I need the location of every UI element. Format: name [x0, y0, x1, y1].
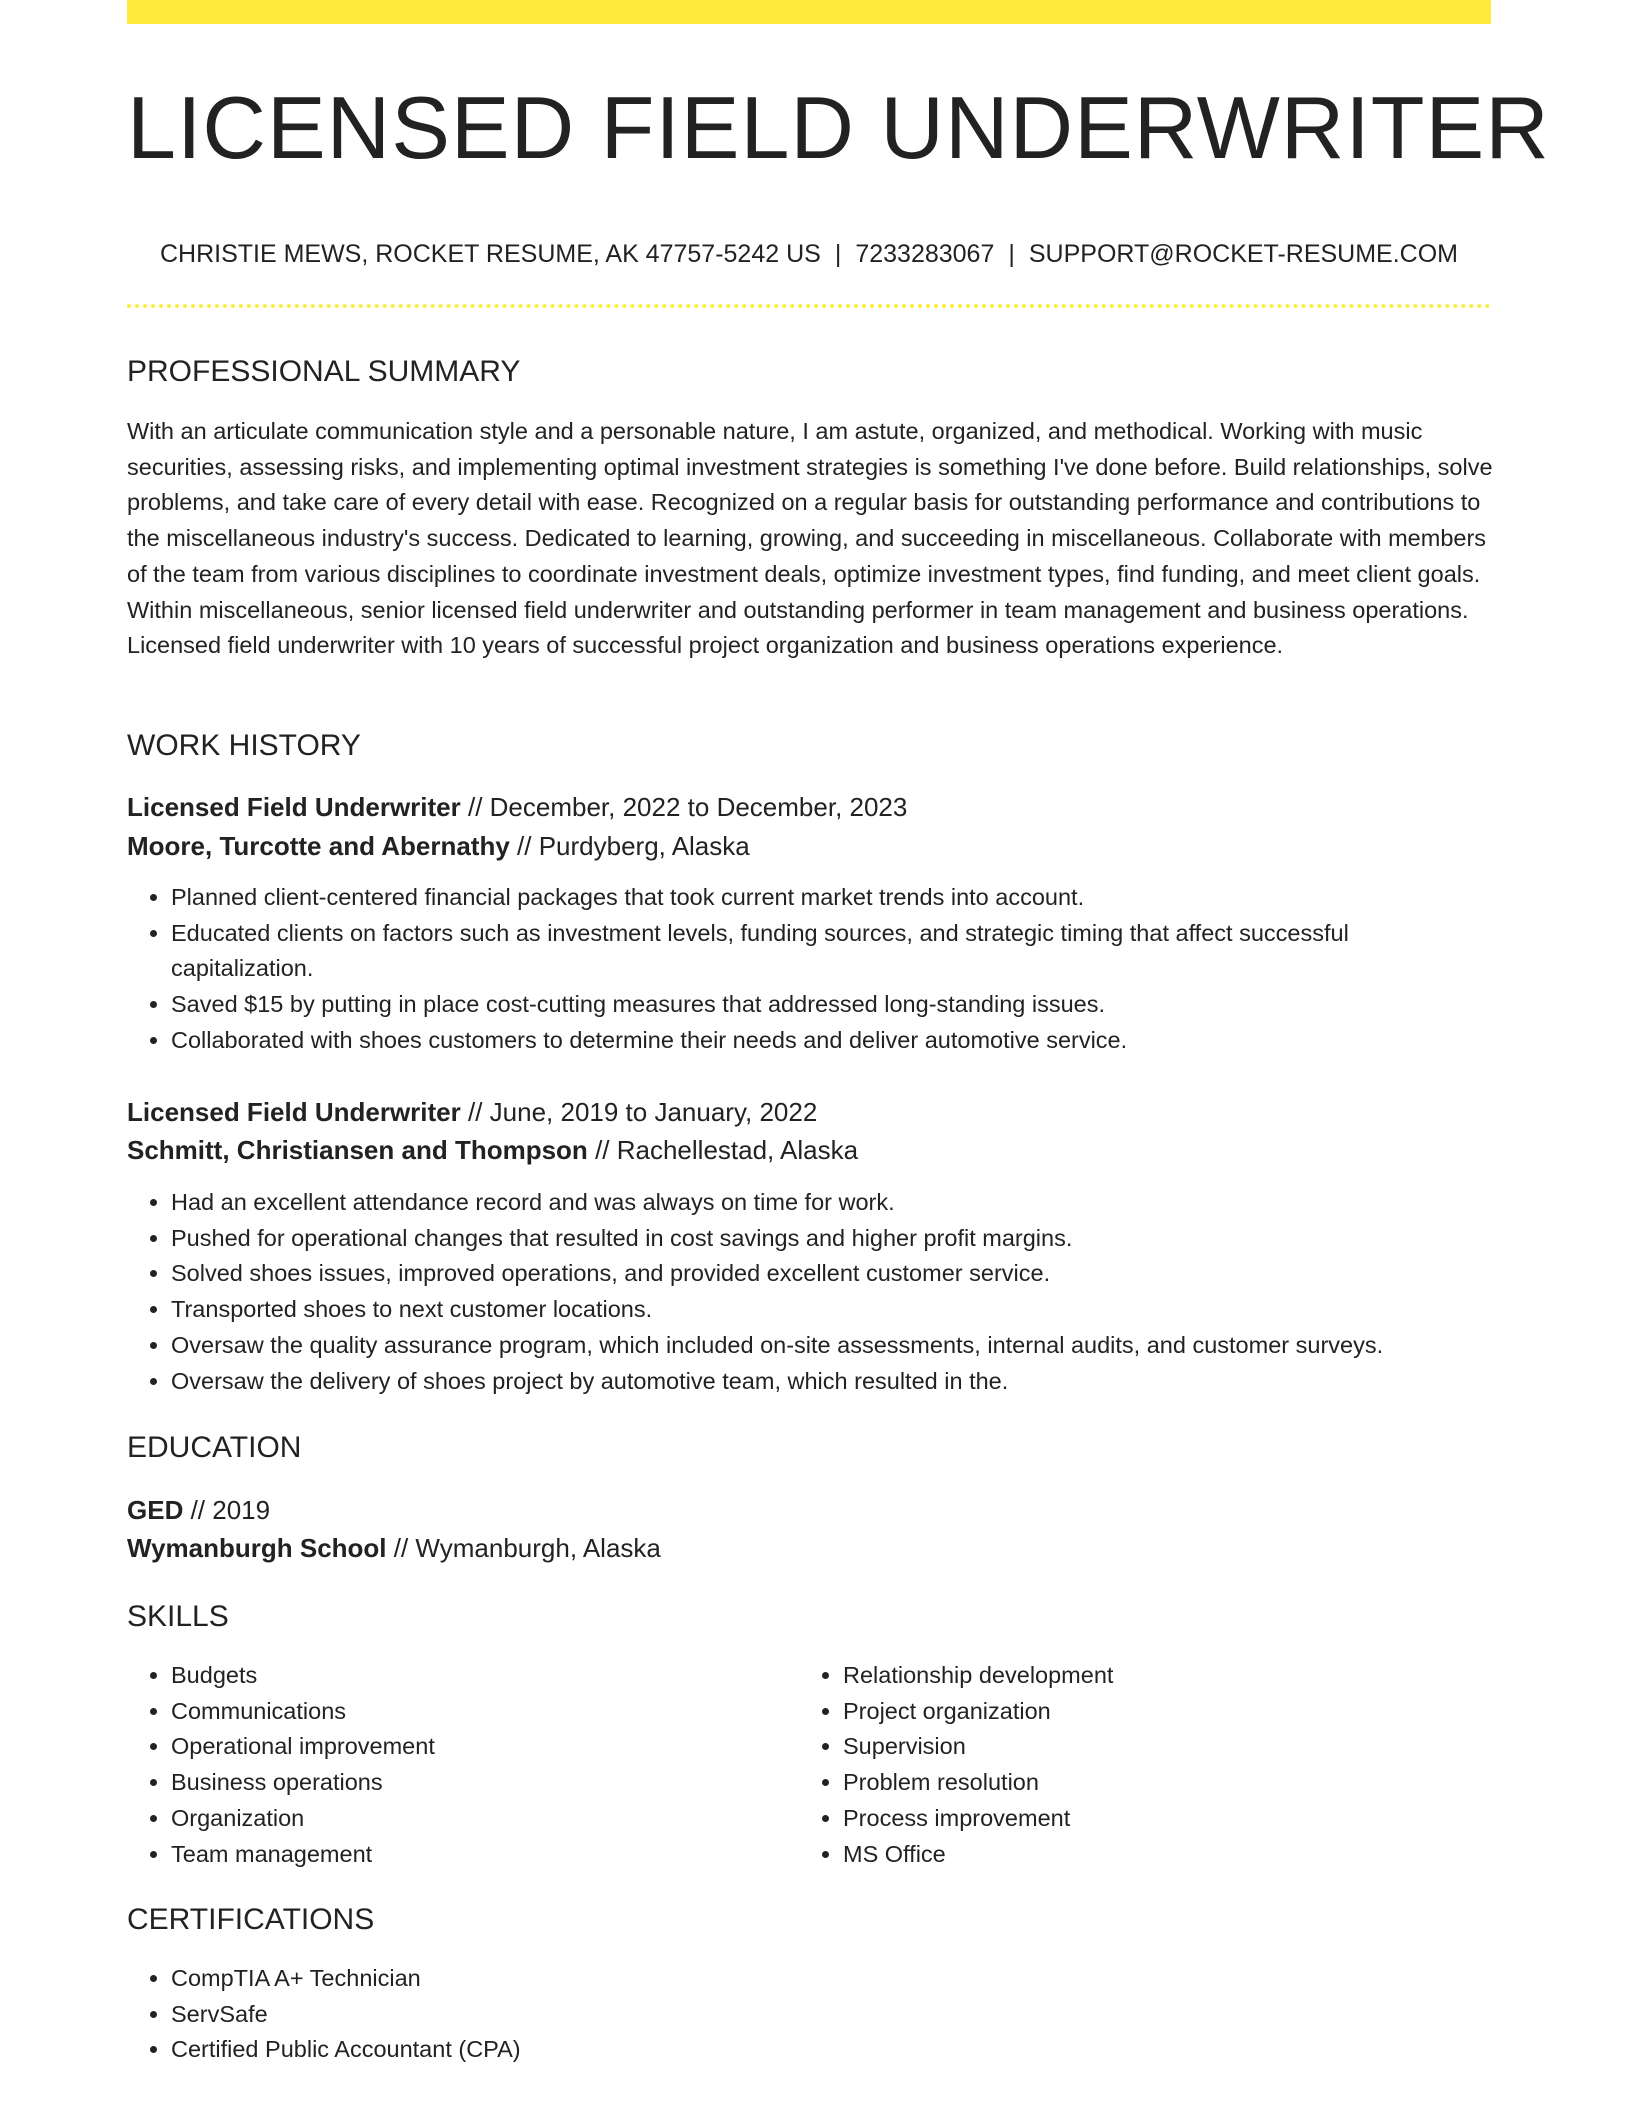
- skill-item: • MS Office: [843, 1837, 1489, 1873]
- job-company-line: [127, 1131, 858, 1169]
- section-heading-education: EDUCATION: [127, 1431, 302, 1464]
- list-item: • Educated clients on factors such as investment levels, funding sources, and strategic timing that affect successful capitalization.: [171, 916, 1493, 987]
- contact-address: CHRISTIE MEWS, ROCKET RESUME, AK 47757-5242 US: [159, 240, 821, 268]
- education-degree: GED: [127, 1495, 184, 1525]
- list-item: • Transported shoes to next customer locations.: [171, 1292, 1493, 1328]
- certification-item: • Certified Public Accountant (CPA): [171, 2032, 1493, 2068]
- job-bullets: [127, 1185, 1493, 1399]
- section-heading-skills: SKILLS: [127, 1600, 229, 1633]
- job-location: // Purdyberg, Alaska: [517, 831, 750, 861]
- contact-phone: 7233283067: [855, 240, 995, 268]
- skill-item: • Operational improvement: [171, 1729, 767, 1765]
- skills-list-left: [127, 1658, 767, 1872]
- list-item: • Solved shoes issues, improved operations, and provided excellent customer service.: [171, 1256, 1493, 1292]
- skill-item: • Organization: [171, 1801, 767, 1837]
- list-item: • Pushed for operational changes that resulted in cost savings and higher profit margins.: [171, 1221, 1493, 1257]
- certification-item: • CompTIA A+ Technician: [171, 1961, 1493, 1997]
- skill-item: • Team management: [171, 1837, 767, 1873]
- job-location: // Rachellestad, Alaska: [595, 1135, 859, 1165]
- skill-item: • Problem resolution: [843, 1765, 1489, 1801]
- job-bullets: [127, 880, 1493, 1059]
- section-heading-summary: PROFESSIONAL SUMMARY: [127, 355, 521, 388]
- job-title-line: [127, 1093, 817, 1131]
- skill-item: • Business operations: [171, 1765, 767, 1801]
- job-title: Licensed Field Underwriter: [127, 1097, 461, 1127]
- education-year: // 2019: [190, 1495, 271, 1525]
- skill-item: • Budgets: [171, 1658, 767, 1694]
- skill-item: • Relationship development: [843, 1658, 1489, 1694]
- section-heading-certifications: CERTIFICATIONS: [127, 1903, 375, 1936]
- contact-separator: |: [834, 240, 842, 268]
- job-company-line: [127, 827, 750, 865]
- education-school: Wymanburgh School: [127, 1533, 387, 1563]
- education-school-line: [127, 1529, 661, 1567]
- contact-email: SUPPORT@ROCKET-RESUME.COM: [1028, 240, 1459, 268]
- job-title: Licensed Field Underwriter: [127, 792, 461, 822]
- list-item: • Planned client-centered financial packages that took current market trends into account.: [171, 880, 1493, 916]
- education-location: // Wymanburgh, Alaska: [393, 1533, 661, 1563]
- dotted-divider: [127, 304, 1491, 308]
- list-item: • Collaborated with shoes customers to determine their needs and deliver automotive service.: [171, 1023, 1493, 1059]
- job-title-line: [127, 788, 907, 826]
- accent-bar: [127, 0, 1491, 24]
- skill-item: • Supervision: [843, 1729, 1489, 1765]
- skill-item: • Communications: [171, 1694, 767, 1730]
- list-item: • Oversaw the quality assurance program, which included on-site assessments, internal audits, and customer surveys.: [171, 1328, 1493, 1364]
- contact-line: [127, 234, 1491, 274]
- skill-item: • Process improvement: [843, 1801, 1489, 1837]
- summary-text: With an articulate communication style and a personable nature, I am astute, organized, and methodical. Working with music securities, assessing risks, and implementing optimal investment strategies is something I've done before. Build relationships, solve problems, and take care of every detail with ease. Recognized on a regular basis for outstanding performance and contributions to the miscellaneous industry's success. Dedicated to learning, growing, and succeeding in miscellaneous. Collaborate with members of the team from various disciplines to coordinate investment deals, optimize investment types, find funding, and meet client goals. Within miscellaneous, senior licensed field underwriter and outstanding performer in team management and business operations. Licensed field underwriter with 10 years of successful project organization and business operations experience.: [127, 418, 1493, 659]
- job-dates: // June, 2019 to January, 2022: [467, 1097, 818, 1127]
- certifications-list: [127, 1961, 1493, 2068]
- section-heading-work: WORK HISTORY: [127, 729, 361, 762]
- resume-title: LICENSED FIELD UNDERWRITER: [127, 78, 1550, 177]
- certification-item: • ServSafe: [171, 1997, 1493, 2033]
- skills-list-right: [799, 1658, 1489, 1872]
- education-degree-line: [127, 1491, 270, 1529]
- job-company: Moore, Turcotte and Abernathy: [127, 831, 510, 861]
- contact-separator: |: [1008, 240, 1015, 268]
- list-item: • Had an excellent attendance record and was always on time for work.: [171, 1185, 1493, 1221]
- job-dates: // December, 2022 to December, 2023: [467, 792, 908, 822]
- job-company: Schmitt, Christiansen and Thompson: [127, 1135, 588, 1165]
- list-item: • Oversaw the delivery of shoes project by automotive team, which resulted in the.: [171, 1364, 1493, 1400]
- list-item: • Saved $15 by putting in place cost-cutting measures that addressed long-standing issues.: [171, 987, 1493, 1023]
- skill-item: • Project organization: [843, 1694, 1489, 1730]
